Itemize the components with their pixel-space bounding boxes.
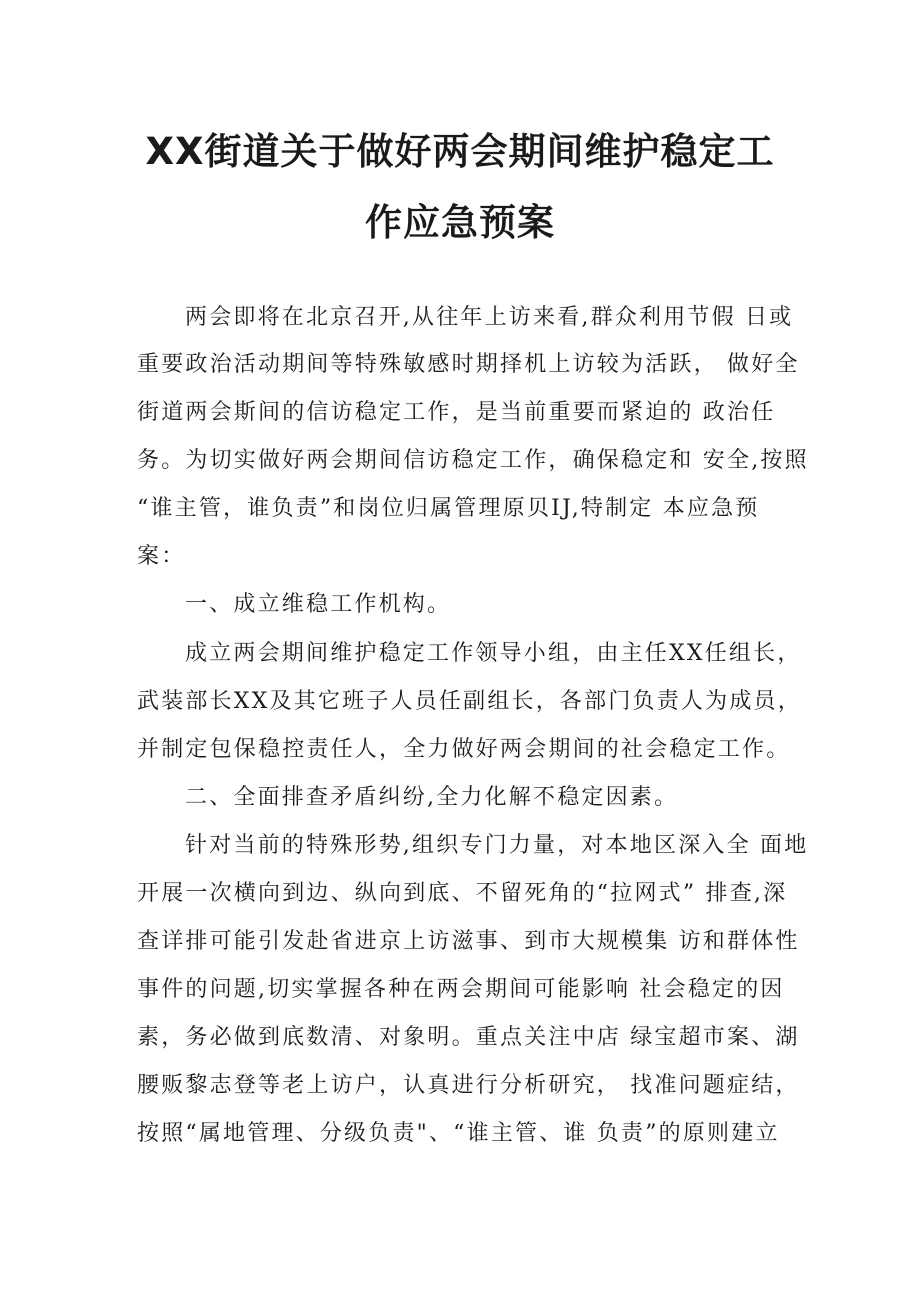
section-heading-1: 一、成立维稳工作机构。 bbox=[185, 592, 452, 617]
paragraph-2-line-3: 并制定包保稳控责任人，全力做好两会期间的社会稳定工作。 bbox=[137, 737, 791, 762]
paragraph-1-line-2: 重要政治活动期间等特殊敏感时期择机上访较为活跃， 做好全 bbox=[137, 352, 800, 377]
paragraph-1-line-1: 两会即将在北京召开,从往年上访来看,群众利用节假 日或 bbox=[185, 305, 794, 330]
document-title-line-2: 作应急预案 bbox=[365, 201, 555, 244]
paragraph-1-line-3: 街道两会斯间的信访稳定工作，是当前重要而紧迫的 政治任 bbox=[137, 400, 776, 425]
paragraph-3-line-7: 按照“属地管理、分级负责"、“谁主管、谁 负责”的原则建立 bbox=[137, 1121, 780, 1146]
paragraph-3-line-4: 事件的问题,切实掌握各种在两会期间可能影响 社会稳定的因 bbox=[137, 977, 785, 1002]
paragraph-1-line-4: 务。为切实做好两会期间信访稳定工作，确保稳定和 安全,按照 bbox=[137, 448, 809, 473]
section-heading-2: 二、全面排查矛盾纠纷,全力化解不稳定因素。 bbox=[185, 785, 679, 810]
paragraph-3-line-5: 素，务必做到底数清、对象明。重点关注中店 绿宝超市案、湖 bbox=[137, 1025, 800, 1050]
paragraph-3-line-2: 开展一次横向到边、纵向到底、不留死角的“拉网式” 排查,深 bbox=[137, 881, 788, 906]
paragraph-2-line-2: 武装部长XX及其它班子人员任副组长，各部门负责人为成员， bbox=[137, 689, 802, 714]
paragraph-1-line-6: 案： bbox=[137, 544, 186, 569]
document-title-line-1: XX街道关于做好两会期间维护稳定工 bbox=[145, 130, 775, 173]
paragraph-1-line-5: “谁主管，谁负责”和岗位归属管理原贝IJ,特制定 本应急预 bbox=[137, 496, 760, 521]
paragraph-3-line-6: 腰贩黎志登等老上访户，认真进行分析研究， 找准问题症结， bbox=[137, 1073, 800, 1098]
paragraph-3-line-1: 针对当前的特殊形势,组织专门力量，对本地区深入全 面地 bbox=[185, 833, 809, 858]
paragraph-2-line-1: 成立两会期间维护稳定工作领导小组，由主任XX任组长， bbox=[185, 641, 802, 666]
paragraph-3-line-3: 查详排可能引发赴省进京上访滋事、到市大规模集 访和群体性 bbox=[137, 929, 800, 954]
